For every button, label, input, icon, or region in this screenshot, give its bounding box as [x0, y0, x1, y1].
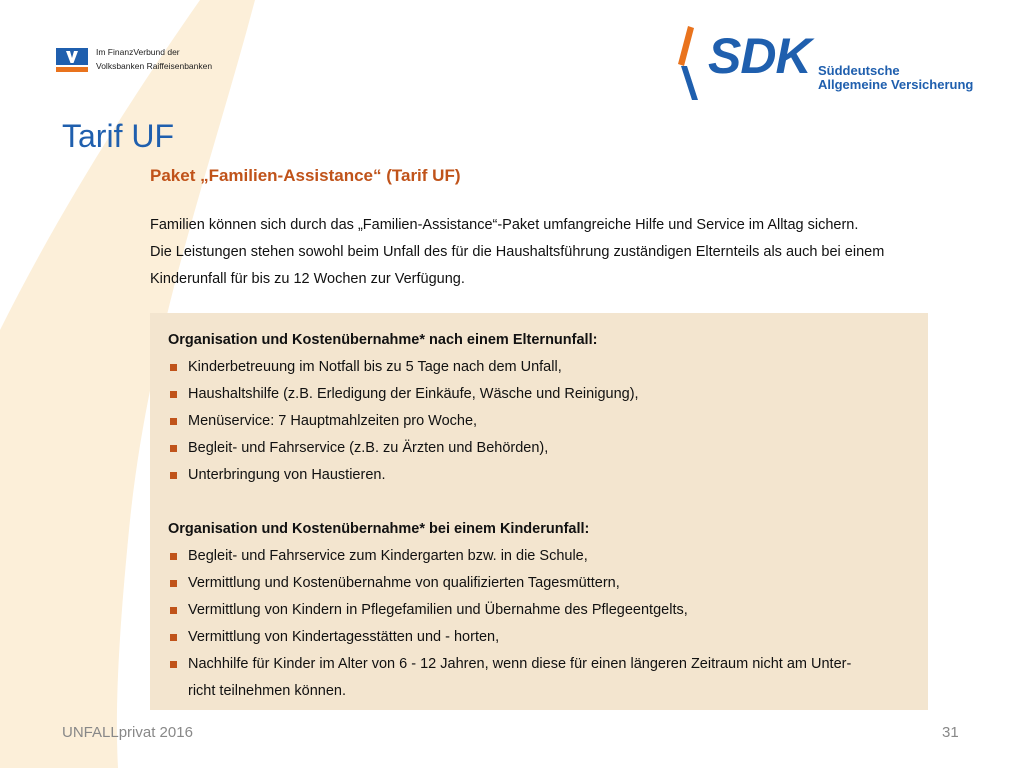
- page-number: 31: [942, 724, 959, 741]
- list-item: Begleit- und Fahrservice zum Kindergarten bzw. in die Schule,: [168, 543, 910, 570]
- bullet-square-icon: [170, 472, 177, 479]
- package-title: Paket „Familien-Assistance“ (Tarif UF): [150, 166, 461, 185]
- bullet-square-icon: [170, 634, 177, 641]
- parent-accident-list: [168, 354, 910, 489]
- sdk-logo-subtitle: [818, 64, 973, 92]
- content-area: [150, 160, 928, 293]
- bullet-square-icon: [170, 607, 177, 614]
- intro-line: Kinderunfall für bis zu 12 Wochen zur Verfügung.: [150, 271, 465, 287]
- volksbank-logo-icon: [56, 48, 88, 72]
- intro-line: Familien können sich durch das „Familien-Assistance“-Paket umfangreiche Hilfe und Service im Alltag sichern.: [150, 217, 859, 233]
- list-item: Unterbringung von Haustieren.: [168, 462, 910, 489]
- list-item: Vermittlung von Kindertagesstätten und - horten,: [168, 624, 910, 651]
- slide-title: Tarif UF: [62, 118, 174, 154]
- vb-text-line2: Volksbanken Raiffeisenbanken: [96, 61, 213, 71]
- sdk-sub-line1: Süddeutsche: [818, 63, 900, 78]
- intro-line: Die Leistungen stehen sowohl beim Unfall des für die Haushaltsführung zuständigen Elternteils als auch bei einem: [150, 244, 885, 260]
- vb-text-line1: Im FinanzVerbund der: [96, 47, 180, 57]
- list-item: Begleit- und Fahrservice (z.B. zu Ärzten und Behörden),: [168, 435, 910, 462]
- bullet-square-icon: [170, 580, 177, 587]
- bullet-square-icon: [170, 445, 177, 452]
- intro-paragraph: [150, 212, 928, 293]
- bullet-square-icon: [170, 364, 177, 371]
- sdk-logo-mark-icon: [672, 24, 712, 102]
- bullet-square-icon: [170, 391, 177, 398]
- footer-product-label: UNFALLprivat 2016: [62, 724, 193, 741]
- list-item: Haushaltshilfe (z.B. Erledigung der Einkäufe, Wäsche und Reinigung),: [168, 381, 910, 408]
- section-heading-parent-accident: Organisation und Kostenübernahme* nach einem Elternunfall:: [168, 332, 598, 348]
- sdk-logo-wordmark: SDK: [708, 28, 811, 84]
- volksbank-logo-text: [96, 45, 212, 73]
- bullet-square-icon: [170, 553, 177, 560]
- list-item: Kinderbetreuung im Notfall bis zu 5 Tage nach dem Unfall,: [168, 354, 910, 381]
- bullet-square-icon: [170, 418, 177, 425]
- bullet-square-icon: [170, 661, 177, 668]
- sdk-sub-line2: Allgemeine Versicherung: [818, 77, 974, 92]
- list-item: Nachhilfe für Kinder im Alter von 6 - 12 Jahren, wenn diese für einen längeren Zeitraum nicht am Unter- richt teilnehmen können.: [168, 651, 910, 705]
- benefits-box: [150, 313, 928, 710]
- section-heading-child-accident: Organisation und Kostenübernahme* bei einem Kinderunfall:: [168, 521, 590, 537]
- list-item: Vermittlung von Kindern in Pflegefamilien und Übernahme des Pflegeentgelts,: [168, 597, 910, 624]
- child-accident-list: [168, 543, 910, 705]
- list-item: Menüservice: 7 Hauptmahlzeiten pro Woche,: [168, 408, 910, 435]
- list-item: Vermittlung und Kostenübernahme von qualifizierten Tagesmüttern,: [168, 570, 910, 597]
